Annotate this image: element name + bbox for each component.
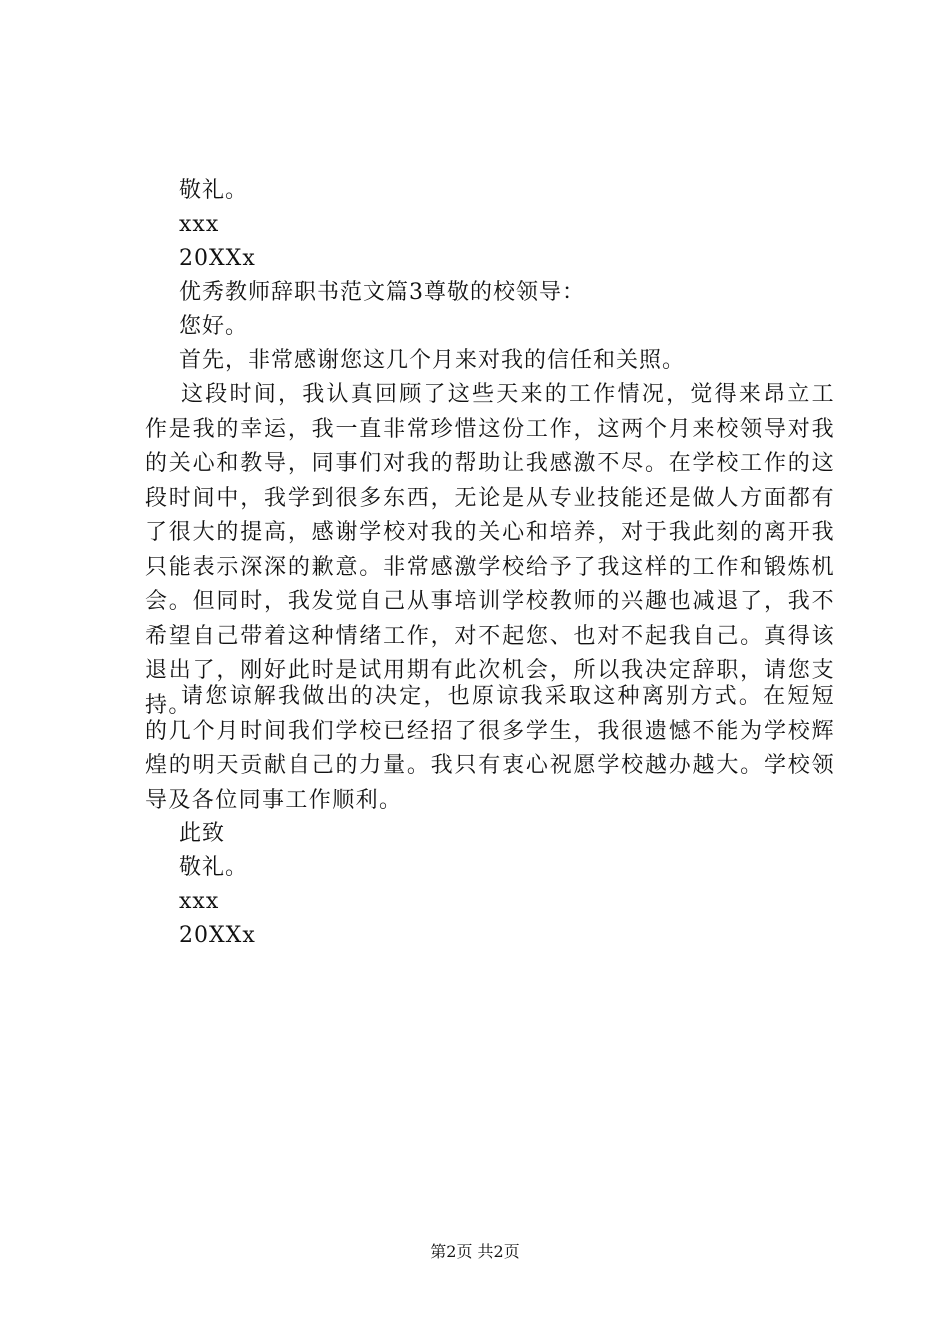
- signature: xxx: [179, 889, 220, 914]
- closing-salutation: 此致: [179, 821, 226, 846]
- greeting: 您好。: [179, 314, 249, 339]
- letter-heading: 优秀教师辞职书范文篇3尊敬的校领导：: [179, 280, 585, 305]
- paragraph-main: 这段时间，我认真回顾了这些天来的工作情况，觉得来昂立工作是我的幸运，我一直非常珍惜这份工作，这两个月来校领导对我的关心和教导，同事们对我的帮助让我感激不尽。在学校工作的这段时间中，我学到很多东西，无论是从专业技能还是做人方面都有了很大的提高，感谢学校对我的关心和培养，对于我此刻的离开我只能表示深深的歉意。非常感激学校给予了我这样的工作和锻炼机会。但同时，我发觉自己从事培训学校教师的兴趣也减退了，我不希望自己带着这种情绪工作，对不起您、也对不起我自己。真得该退出了，刚好此时是试用期有此次机会，所以我决定辞职，请您支持。: [145, 382, 835, 718]
- page-number: 第2页 共2页: [430, 1242, 520, 1261]
- top-date: 20XXx: [179, 246, 256, 271]
- closing-respect: 敬礼。: [179, 855, 249, 880]
- top-closing: 敬礼。: [179, 178, 249, 203]
- date: 20XXx: [179, 923, 256, 948]
- paragraph-thanks: 首先，非常感谢您这几个月来对我的信任和关照。: [179, 348, 686, 373]
- top-signature: xxx: [179, 212, 220, 237]
- page-footer: [0, 1240, 950, 1264]
- paragraph-apology: 请您谅解我做出的决定，也原谅我采取这种离别方式。在短短的几个月时间我们学校已经招了很多学生，我很遗憾不能为学校辉煌的明天贡献自己的力量。我只有衷心祝愿学校越办越大。学校领导及各位同事工作顺利。: [145, 684, 835, 813]
